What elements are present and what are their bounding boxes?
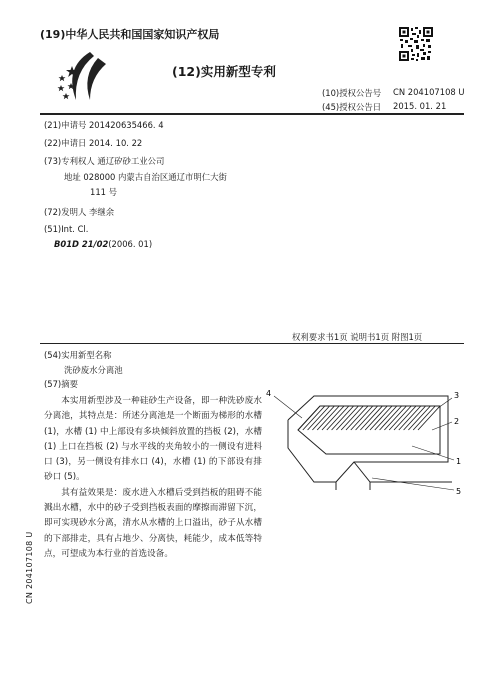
abstract-label: (57)摘要 [44, 379, 78, 389]
utility-model-title: 洗砂废水分离池 [64, 365, 123, 375]
patentee: (73)专利权人 通辽矽砂工业公司 [44, 156, 165, 166]
separation-tank-figure [262, 386, 468, 502]
office-emblem-icon [52, 46, 126, 102]
baffle-plate [365, 406, 387, 430]
section-divider [40, 343, 464, 344]
document-type: (12)实用新型专利 [172, 64, 276, 79]
baffle-plate [356, 406, 378, 430]
baffle-plate [341, 406, 363, 430]
baffle-plate [380, 406, 402, 430]
label-4: 4 [266, 389, 272, 398]
baffle-plate [332, 406, 354, 430]
inventor: (72)发明人 李继余 [44, 207, 115, 217]
baffle-plate [413, 406, 435, 430]
abstract-paragraph: 本实用新型涉及一种硅砂生产设备，即一种洗砂废水分离池，其特点是：所述分离池是一个断面为梯形的水槽 (1)，水槽 (1) 中上部设有多块倾斜放置的挡板 (2)，水槽 (1) 上口在挡板 (2) 与水平线的夹角较小的一侧设有进料口 (3)，另一侧设有排水口 (4)，水槽 (1) 的下部设有排砂口 (5)。 [44, 396, 262, 483]
application-date: (22)申请日 2014. 10. 22 [44, 138, 143, 148]
label-5: 5 [456, 487, 462, 496]
baffle-plate [360, 406, 382, 430]
baffle-plate [408, 406, 430, 430]
baffle-plate [399, 406, 421, 430]
qr-code-icon [399, 27, 433, 61]
baffle-plate [308, 406, 330, 430]
baffle-plate [370, 406, 392, 430]
int-cl-label: (51)Int. Cl. [44, 224, 89, 234]
label-2: 2 [454, 417, 460, 426]
baffle-plate [404, 406, 426, 430]
int-cl-code: B01D 21/02 [54, 239, 109, 249]
int-cl [54, 239, 152, 249]
tank-outline [288, 396, 448, 482]
publication-number-label: (10)授权公告号 [322, 88, 382, 98]
baffle-plate [375, 406, 397, 430]
publication-date: 2015. 01. 21 [393, 101, 447, 111]
patentee-address-line-2: 111 号 [90, 187, 118, 197]
baffle-plate [327, 406, 349, 430]
baffle-plate [346, 406, 368, 430]
header-divider [40, 113, 464, 115]
baffle-plate [317, 406, 339, 430]
baffle-plate [322, 406, 344, 430]
baffle-plate [418, 406, 440, 430]
patentee-address: 地址 028000 内蒙古自治区通辽市明仁大街 [64, 172, 227, 182]
title-label: (54)实用新型名称 [44, 350, 112, 360]
baffle-plate [351, 406, 373, 430]
baffle-plate [298, 406, 320, 430]
side-publication-number: CN 204107108 U [25, 531, 34, 604]
sand-outlet [354, 462, 452, 482]
baffle-plate [303, 406, 325, 430]
label-1: 1 [456, 457, 462, 466]
publication-number: CN 204107108 U [393, 87, 465, 97]
application-number: (21)申请号 201420635466. 4 [44, 120, 164, 130]
abstract-text [44, 394, 262, 562]
office-name: (19)中华人民共和国国家知识产权局 [40, 28, 220, 41]
page-counts: 权利要求书1页 说明书1页 附图1页 [292, 332, 423, 342]
publication-date-label: (45)授权公告日 [322, 102, 382, 112]
baffle-plate [394, 406, 416, 430]
baffle-plate [312, 406, 334, 430]
baffle-plate [384, 406, 406, 430]
int-cl-year: (2006. 01) [108, 239, 153, 249]
baffle-plate [336, 406, 358, 430]
label-3: 3 [454, 391, 460, 400]
baffle-plate [389, 406, 411, 430]
abstract-paragraph: 其有益效果是：废水进入水槽后受到挡板的阻碍不能溅出水槽，水中的砂子受到挡板表面的摩擦而滞留下沉，即可实现砂水分离，清水从水槽的上口溢出，砂子从水槽的下部排走，具有占地少、分离快，耗能少，成本低等特点，可望成为本行业的首选设备。 [44, 487, 262, 559]
